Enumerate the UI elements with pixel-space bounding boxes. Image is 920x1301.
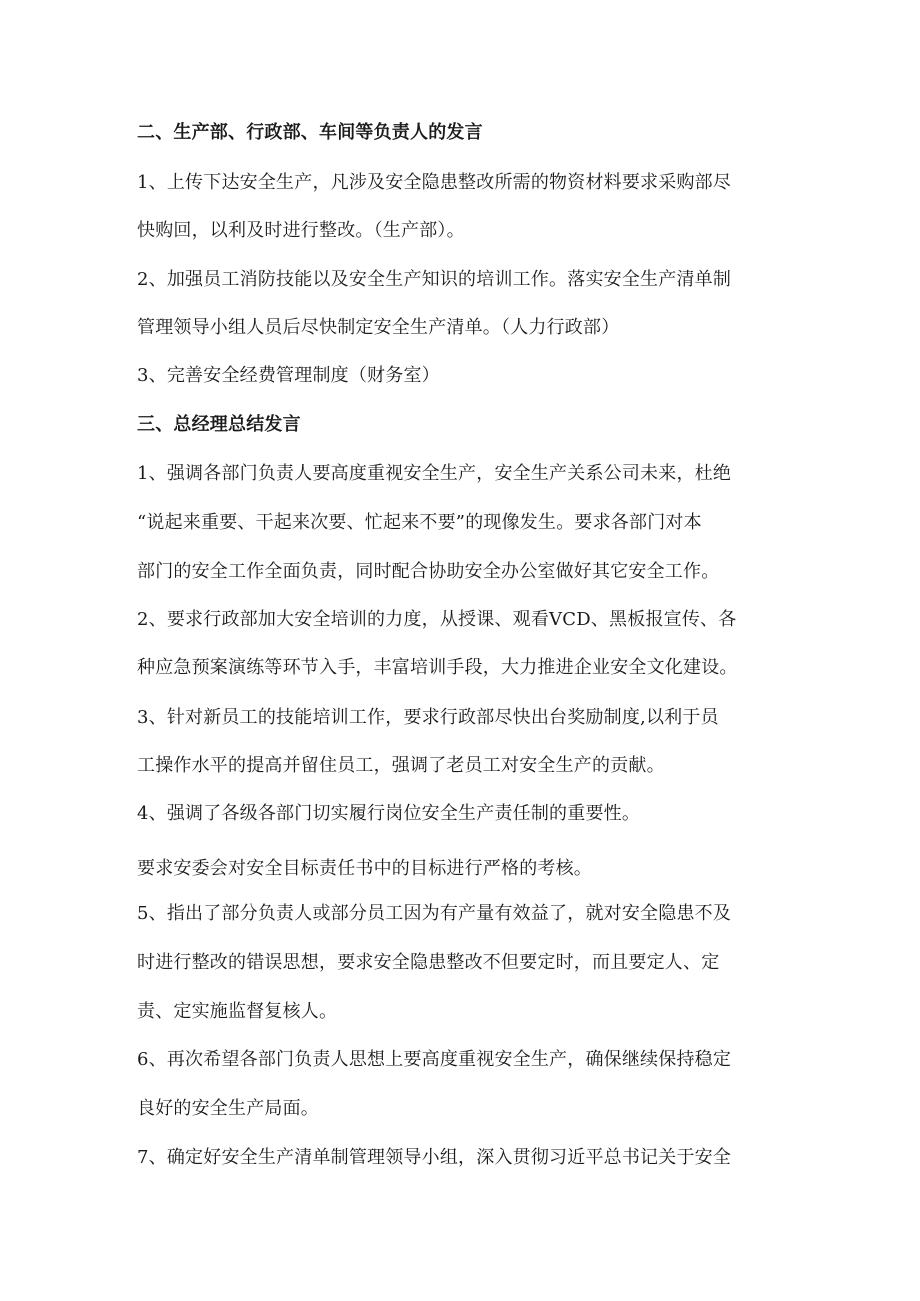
paragraph-line: 责、定实施监督复核人。 [137, 1001, 338, 1022]
paragraph-line: 7、确定好安全生产清单制管理领导小组，深入贯彻习近平总书记关于安全 [137, 1147, 732, 1168]
paragraph-line: 良好的安全生产局面。 [137, 1098, 319, 1119]
paragraph-line: 要求安委会对安全目标责任书中的目标进行严格的考核。 [137, 858, 592, 879]
paragraph-line: 4、强调了各级各部门切实履行岗位安全生产责任制的重要性。 [137, 803, 641, 824]
paragraph-line: 6、再次希望各部门负责人思想上要高度重视安全生产，确保继续保持稳定 [137, 1049, 732, 1070]
paragraph-line: 2、要求行政部加大安全培训的力度，从授课、观看VCD、黑板报宣传、各 [137, 609, 737, 630]
paragraph-line: 工操作水平的提高并留住员工，强调了老员工对安全生产的贡献。 [137, 755, 665, 776]
paragraph-line: 3、针对新员工的技能培训工作，要求行政部尽快出台奖励制度,以利于员 [137, 707, 719, 728]
section-heading-3: 三、总经理总结发言 [137, 414, 301, 435]
paragraph-line: 1、强调各部门负责人要高度重视安全生产，安全生产关系公司未来，杜绝 [137, 463, 732, 484]
paragraph-line: 2、加强员工消防技能以及安全生产知识的培训工作。落实安全生产清单制 [137, 269, 732, 290]
section-heading-2: 二、生产部、行政部、车间等负责人的发言 [137, 122, 483, 143]
paragraph-line: 部门的安全工作全面负责，同时配合协助安全办公室做好其它安全工作。 [137, 561, 720, 582]
paragraph-line: 管理领导小组人员后尽快制定安全生产清单。（人力行政部） [137, 317, 620, 338]
paragraph-line: 时进行整改的错误思想，要求安全隐患整改不但要定时，而且要定人、定 [137, 952, 720, 973]
paragraph-line: 1、上传下达安全生产，凡涉及安全隐患整改所需的物资材料要求采购部尽 [137, 172, 732, 193]
paragraph-line: 种应急预案演练等环节入手，丰富培训手段，大力推进企业安全文化建设。 [137, 657, 738, 678]
paragraph-line: 5、指出了部分负责人或部分员工因为有产量有效益了，就对安全隐患不及 [137, 903, 732, 924]
paragraph-line: 3、完善安全经费管理制度（财务室） [137, 365, 440, 386]
paragraph-line: “说起来重要、干起来次要、忙起来不要”的现像发生。要求各部门对本 [137, 512, 702, 533]
paragraph-line: 快购回，以利及时进行整改。（生产部）。 [137, 220, 465, 241]
